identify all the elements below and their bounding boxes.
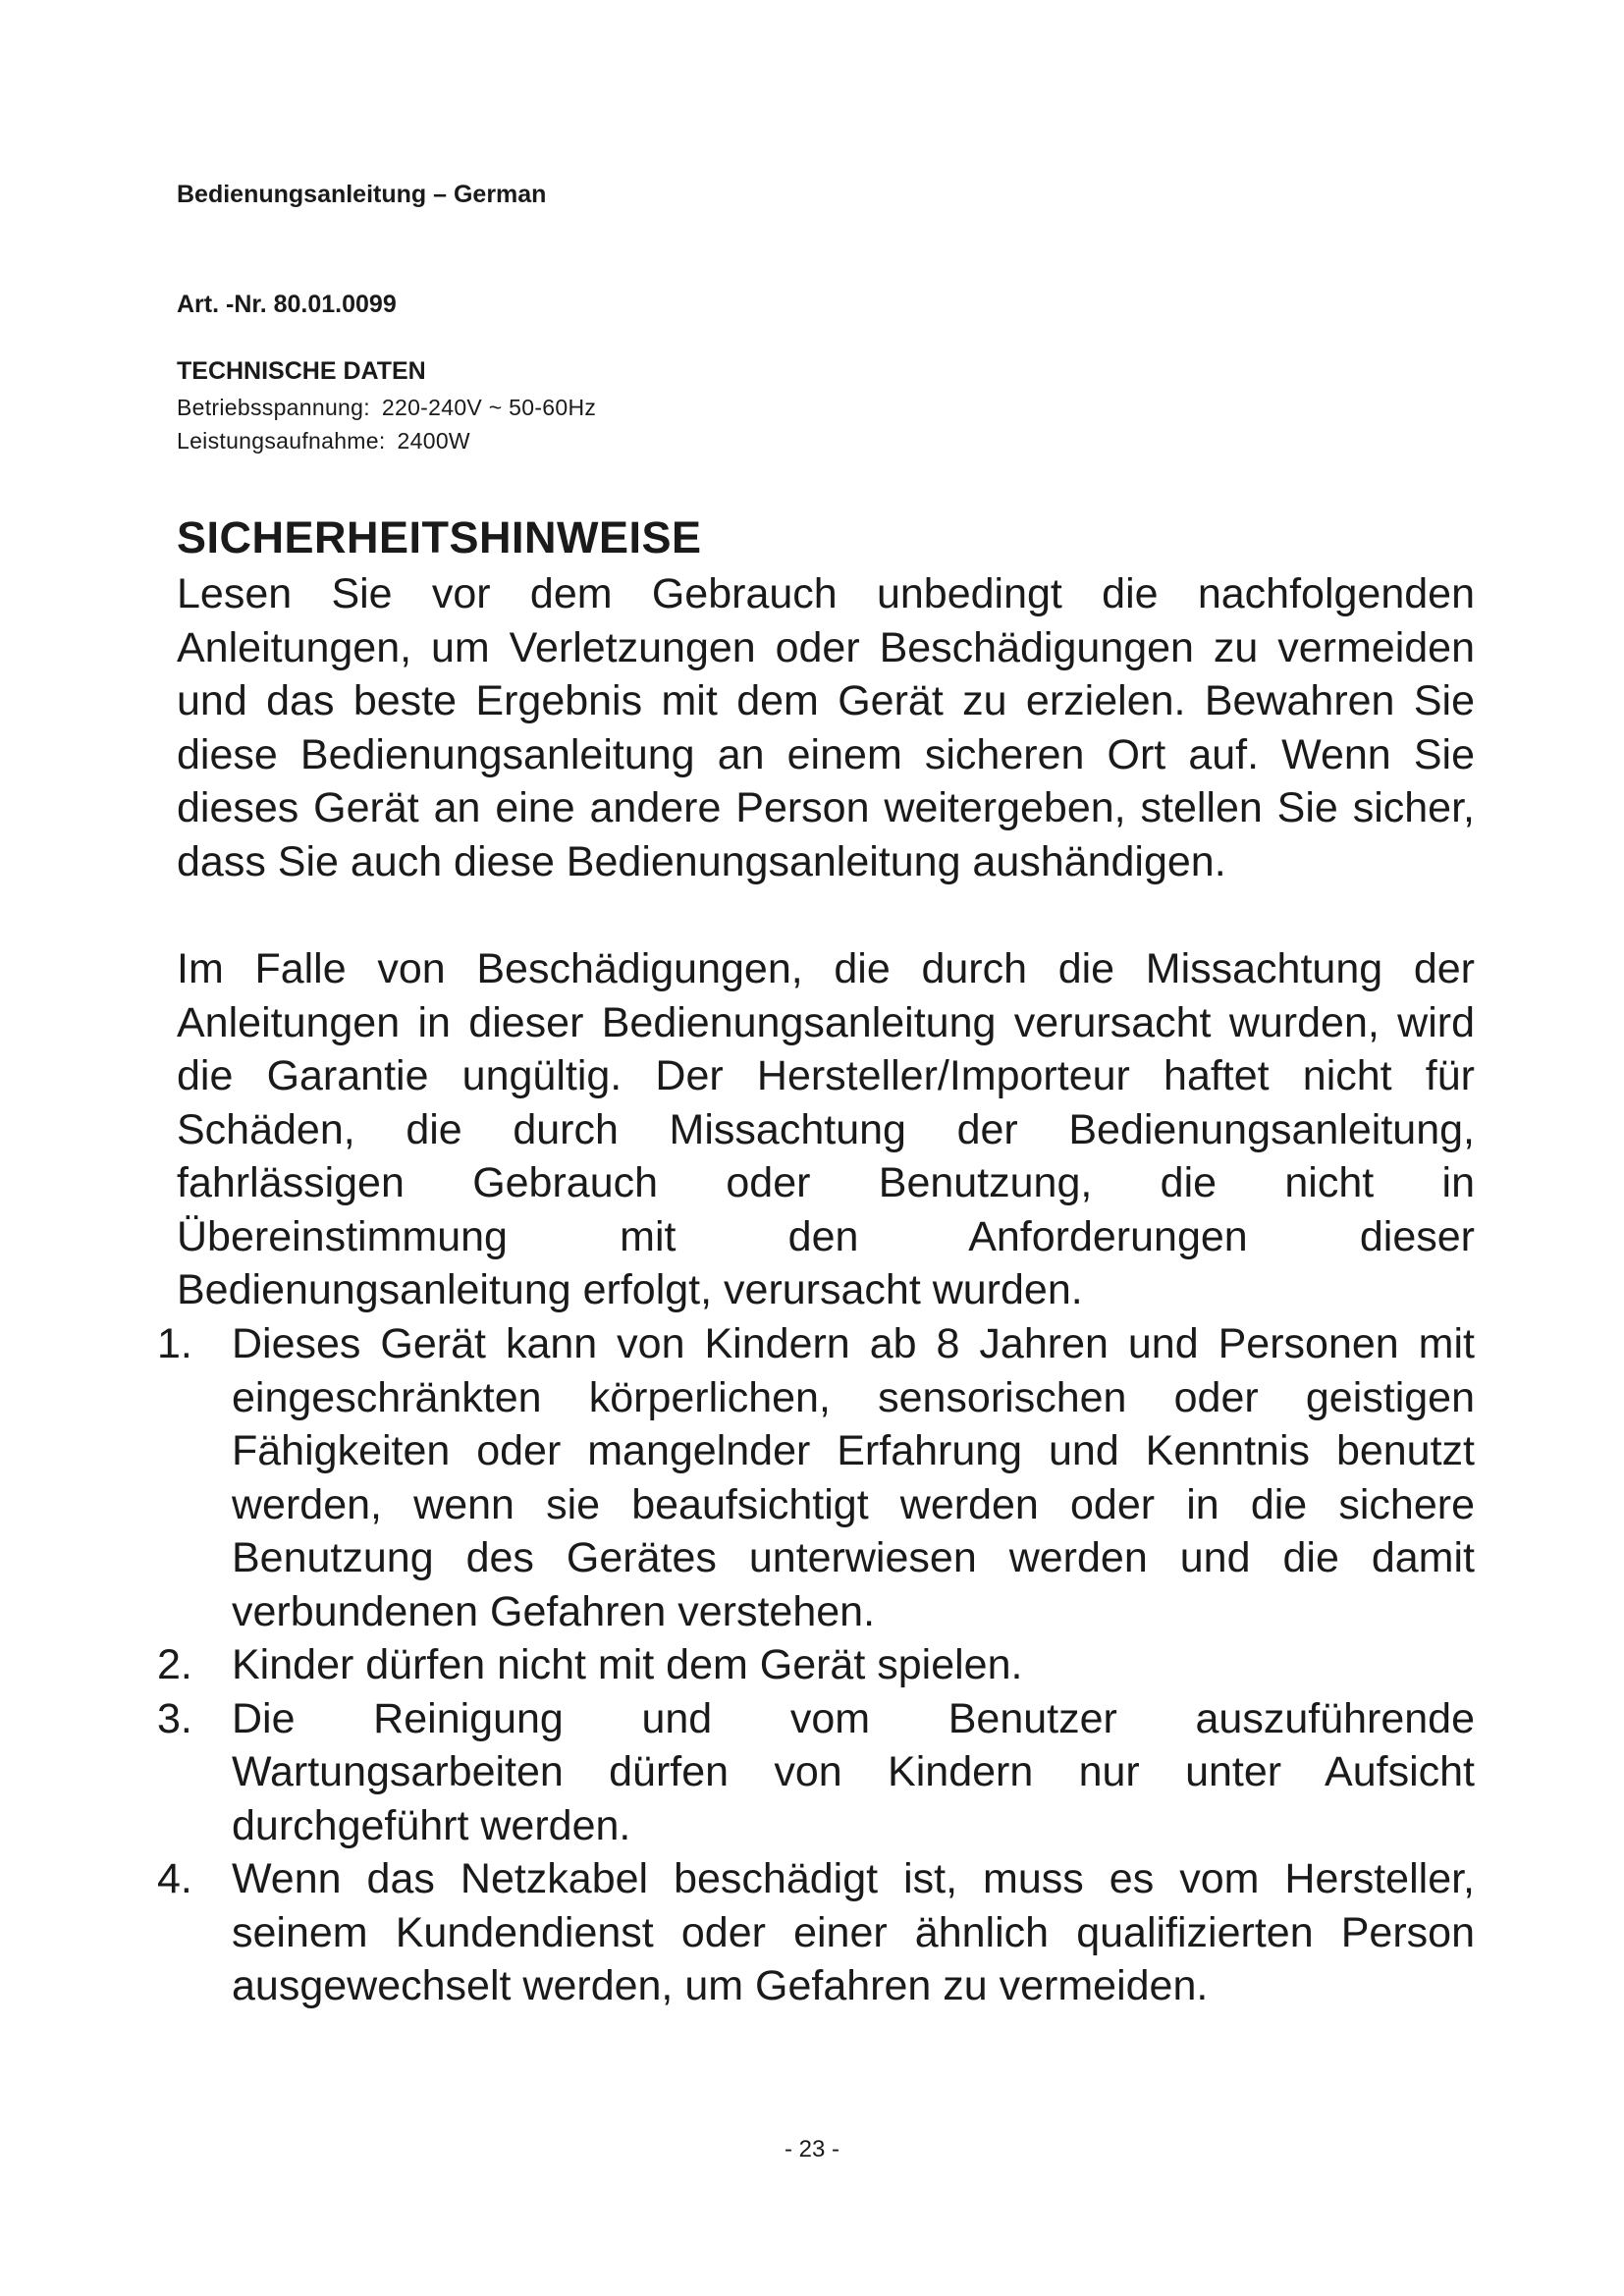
spec-value: 2400W [397,428,470,454]
list-item [157,1852,1475,2013]
spec-label: Betriebsspannung: [177,395,370,420]
spec-value: 220-240V ~ 50-60Hz [381,395,597,420]
warranty-paragraph: Im Falle von Beschädigungen, die durch die Missachtung der Anleitungen in dieser Bedienungsanleitung verursacht wurden, wird die Garantie ungültig. Der Hersteller/Importeur haftet nicht für Schäden, die durch Missachtung der Bedienungsanleitung, fahrlässigen Gebrauch oder Benutzung, die nicht in Übereinstimmung mit den Anforderungen dieser Bedienungsanleitung erfolgt, verursacht wurden. [177,945,1475,1313]
list-item [157,1638,1475,1692]
safety-heading: SICHERHEITSHINWEISE [177,512,702,562]
list-number: 1. [157,1320,192,1367]
spec-row-voltage [177,395,596,421]
page-number: - 23 - [784,2136,839,2163]
document-title: Bedienungsanleitung – German [177,181,547,208]
list-text: Wenn das Netzkabel beschädigt ist, muss es vom Hersteller, seinem Kundendienst oder einer ähnlich qualifizierten Person ausgewechselt werden, um Gefahren zu vermeiden. [232,1855,1475,2009]
safety-list [157,1317,1475,2013]
list-text: Dieses Gerät kann von Kindern ab 8 Jahren und Personen mit eingeschränkten körperlichen, sensorischen oder geistigen Fähigkeiten oder mangelnder Erfahrung und Kenntnis benutzt werden, wenn sie beaufsichtigt werden oder in die sichere Benutzung des Gerätes unterwiesen werden und die damit verbundenen Gefahren verstehen. [232,1320,1475,1635]
spec-label: Leistungsaufnahme: [177,428,386,454]
list-item [157,1692,1475,1853]
safety-intro-paragraph: Lesen Sie vor dem Gebrauch unbedingt die nachfolgenden Anleitungen, um Verletzungen oder Beschädigungen zu vermeiden und das beste Ergebnis mit dem Gerät zu erzielen. Bewahren Sie diese Bedienungsanleitung an einem sicheren Ort auf. Wenn Sie dieses Gerät an eine andere Person weitergeben, stellen Sie sicher, dass Sie auch diese Bedienungsanleitung aushändigen. [177,570,1475,885]
list-text: Die Reinigung und vom Benutzer auszuführende Wartungsarbeiten dürfen von Kindern nur unter Aufsicht durchgeführt werden. [232,1694,1475,1849]
list-item [157,1317,1475,1638]
spec-row-power [177,428,470,454]
list-number: 2. [157,1641,192,1688]
list-number: 3. [157,1694,192,1742]
technical-data-title: TECHNISCHE DATEN [177,357,426,385]
list-number: 4. [157,1855,192,1902]
list-text: Kinder dürfen nicht mit dem Gerät spielen. [232,1641,1023,1688]
article-number: Art. -Nr. 80.01.0099 [177,291,397,318]
